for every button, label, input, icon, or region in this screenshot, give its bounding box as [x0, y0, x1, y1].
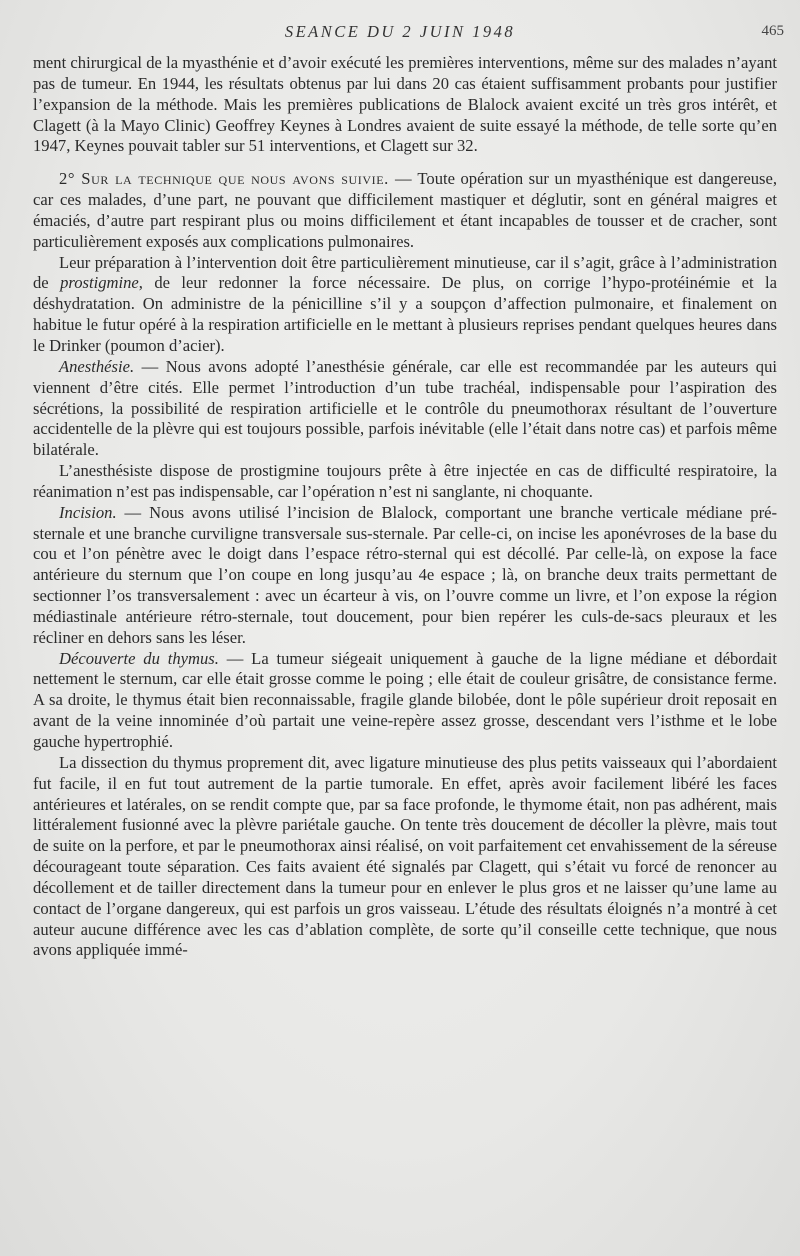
paragraph-anesthesiste: [33, 461, 777, 503]
paragraph-anesthesie: [33, 357, 777, 461]
paragraph-text: — La tumeur siégeait uniquement à gauche de la ligne médiane et débordait nettement le sternum, car elle était grosse comme le poing ; elle était de couleur grisâtre, de consistance ferme. A sa droite, le thymus était bien reconnaissable, fragile glande bilobée, dont le pôle supérieur droit reposait en avant de la veine innominée d’où partait une veine-repère assez grosse, descendant vers l’isthme et le lobe gauche hypertrophié.: [33, 648, 777, 751]
subsection-heading: Anesthésie.: [59, 356, 135, 376]
page-number: 465: [761, 23, 784, 39]
paragraph-text: L’anesthésiste dispose de prostigmine toujours prête à être injectée en cas de difficulté respiratoire, la réanimation n’est pas indispensable, car l’opération n’est ni sanglante, ni choquante.: [33, 461, 777, 501]
paragraph-preparation: [33, 253, 777, 357]
paragraph-technique: [33, 169, 777, 252]
paragraph-decouverte: [33, 649, 777, 753]
body-text: [33, 53, 777, 961]
running-title: SEANCE DU 2 JUIN 1948: [284, 22, 516, 41]
paragraph-incision: [33, 503, 777, 649]
paragraph-text: La dissection du thymus proprement dit, avec ligature minutieuse des plus petits vaisseaux qui l’abordaient fut facile, il en fut tout autrement de la partie tumorale. En effet, après avoir facilement libéré les faces antérieures et latérales, on se rendit compte que, par sa face profonde, le thymome était, non pas adhérent, mais littéralement fusionné avec la plèvre pariétale gauche. On tente très doucement de décoller la plèvre, mais tout de suite on la perfore, et par le pneumothorax ainsi réalisé, on voit parfaitement cet envahissement de la séreuse décourageant toute séparation. Ces faits avaient été signalés par Clagett, qui s’était vu forcé de renoncer au décollement et de tailler directement dans la tumeur pour en enlever le plus gros et ne laisser qu’une lame au contact de l’organe dangereux, qui est parfois un gros vaisseau. L’étude des résultats éloignés n’a montré à cet auteur aucune différence avec les cas d’ablation complète, de sorte qu’il conseille cette technique, que nous avons appliquée immé-: [33, 752, 777, 960]
subsection-heading: Découverte du thymus.: [59, 648, 219, 668]
paragraph-text: — Nous avons adopté l’anesthésie générale, car elle est recommandée par les auteurs qui viennent d’être cités. Elle permet l’introduction d’un tube trachéal, indispensable pour l’aspiration des sécrétions, la possibilité de respiration artificielle et le contrôle du pneumothorax résultant de l’ouverture accidentelle de la plèvre qui est toujours possible, parfois inévitable (elle l’était dans notre cas) et parfois même bilatérale.: [33, 356, 777, 460]
paragraph-text: Toute opération sur un myasthénique est dangereuse, car ces malades, d’une part, ne pouvant que difficilement mastiquer et déglutir, sont en général maigres et émaciés, d’autre part respirant plus ou moins difficilement et étant incapables de tousser et de cracher, sont particulièrement exposés aux complications pulmonaires.: [33, 169, 778, 251]
running-header: [0, 22, 800, 44]
paragraph-text: , de leur redonner la force nécessaire. De plus, on corrige l’hypo-protéinémie et la déshydratation. On administre de la pénicilline s’il y a soupçon d’affection pulmonaire, et finalement on habitue le futur opéré à la respiration artificielle en le mettant à plusieurs reprises pendant quelques heures dans le Drinker (poumon d’acier).: [33, 273, 777, 355]
emphasis-term: prostigmine: [60, 273, 139, 293]
paragraph-intro-continuation: [33, 53, 777, 157]
subsection-heading: Incision.: [59, 502, 117, 522]
paragraph-text: — Nous avons utilisé l’incision de Blalock, comportant une branche verticale médiane pré-sternale et une branche curviligne transversale sus-sternale. Par celle-ci, on incise les aponévroses de la base du cou et l’on pénètre avec le doigt dans l’espace rétro-sternal qui est décollé. Par celle-là, on expose la face antérieure du sternum que l’on coupe en long jusqu’au 4e espace ; là, on branche deux traits permettant de sectionner l’os transversalement : avec un écarteur à vis, on l’ouvre comme un livre, et l’on expose la région médiastinale antérieure rétro-sternale, tout doucement, pour bien repérer les culs-de-sacs pleuraux et les récliner en dehors sans les léser.: [33, 502, 777, 647]
section-heading: 2° Sur la technique que nous avons suivie. —: [59, 169, 413, 189]
paragraph-text: ment chirurgical de la myasthénie et d’avoir exécuté les premières interventions, même sur des malades n’ayant pas de tumeur. En 1944, les résultats obtenus par lui dans 20 cas étaient suffisamment probants pour justifier l’expansion de la méthode. Mais les premières publications de Blalock avaient excité un très gros intérêt, et Clagett (à la Mayo Clinic) Geoffrey Keynes à Londres avaient de suite essayé la méthode, de telle sorte qu’en 1947, Keynes pouvait tabler sur 51 interventions, et Clagett sur 32.: [33, 53, 777, 156]
paragraph-dissection: [33, 753, 777, 961]
paragraph-text: Leur préparation à l’intervention doit être particulièrement minutieuse, car il s’agit, grâce à l’administration de: [33, 252, 777, 293]
